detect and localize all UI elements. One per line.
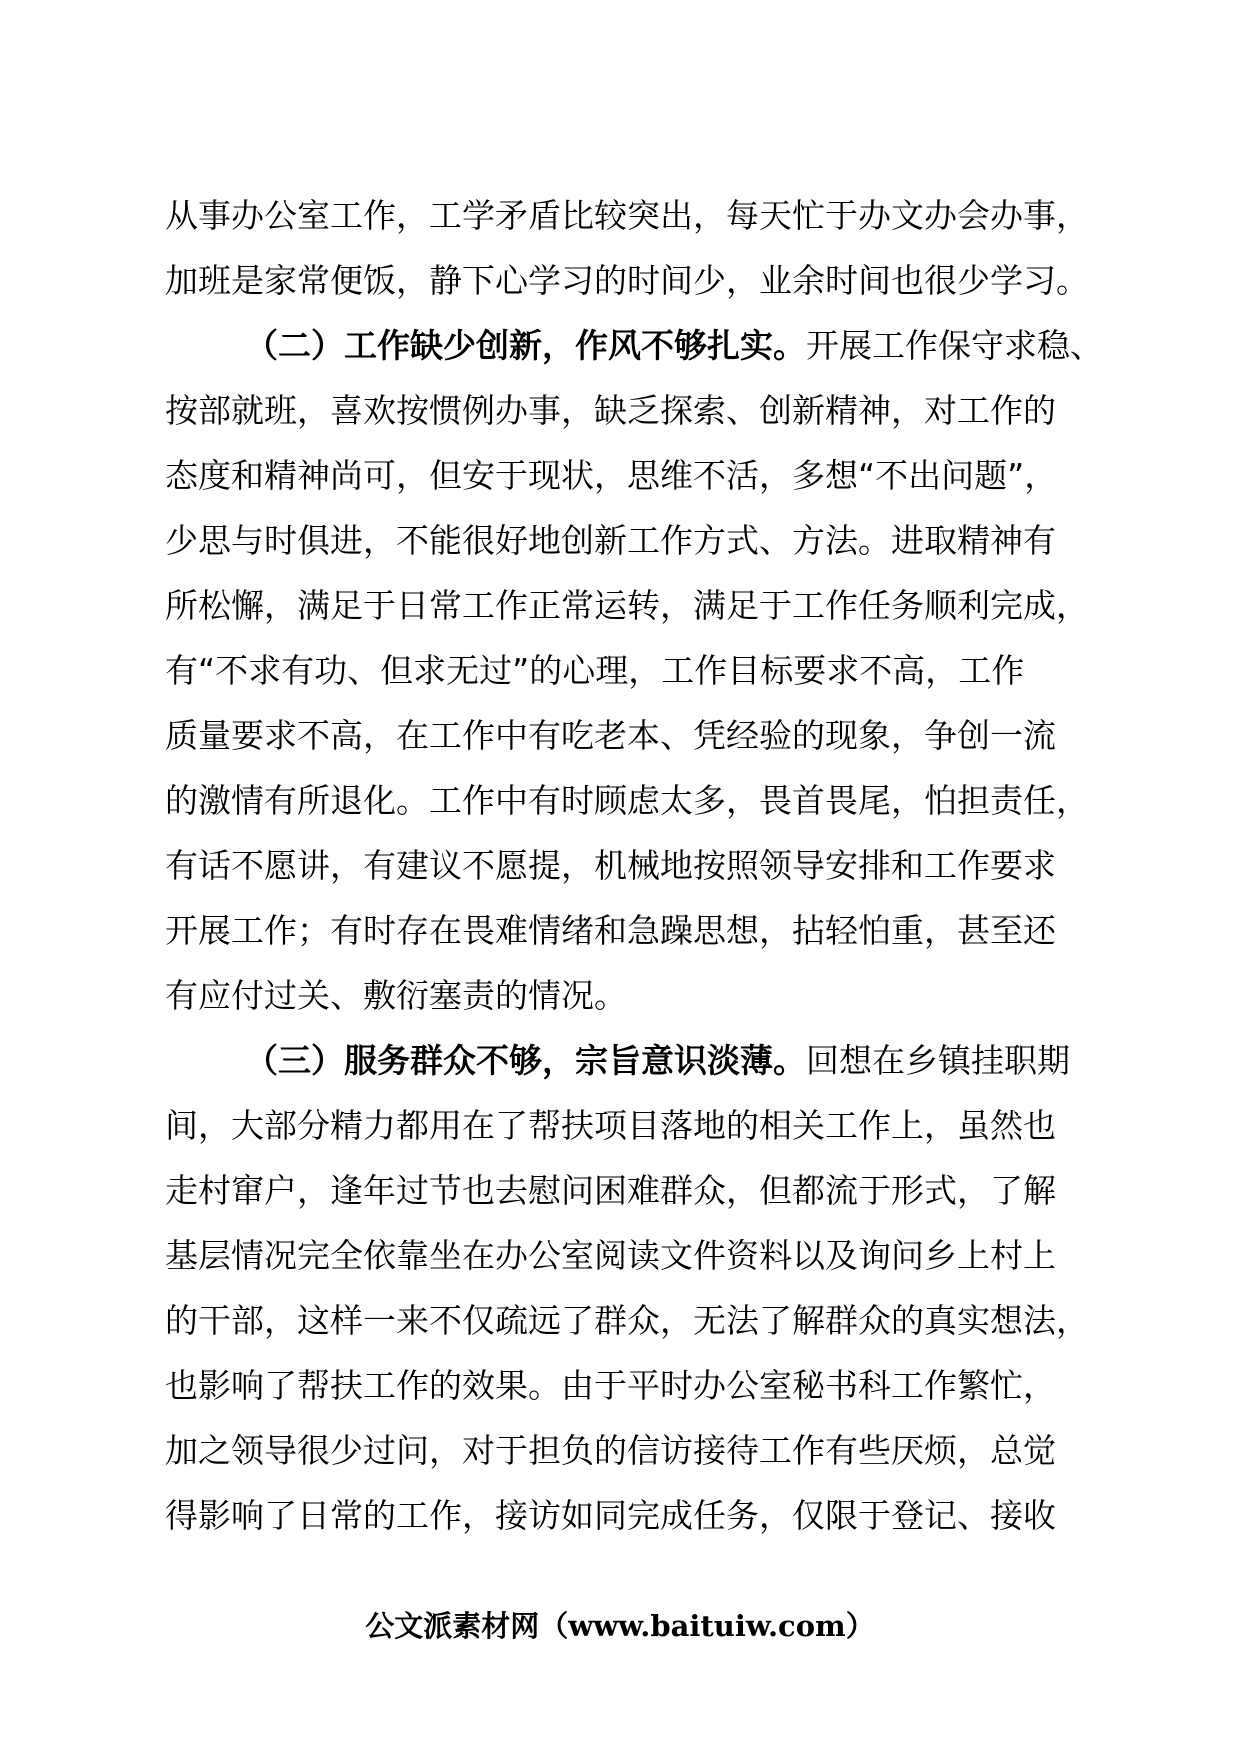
text-line: 质量要求不高，在工作中有吃老本、凭经验的现象，争创一流 — [165, 716, 1056, 755]
text-line: 按部就班，喜欢按惯例办事，缺乏探索、创新精神，对工作的 — [165, 391, 1056, 430]
text-line: 的干部，这样一来不仅疏远了群众，无法了解群众的真实想法， — [165, 1301, 1089, 1340]
text-line — [165, 313, 1103, 378]
text-line: 态度和精神尚可，但安于现状，思维不活，多想“不出问题”， — [165, 456, 1058, 495]
page-footer: 公文派素材网（www.baituiw.com） — [365, 1609, 875, 1643]
text-span: 回想在乡镇挂职期 — [806, 1041, 1070, 1080]
text-line: 所松懈，满足于日常工作正常运转，满足于工作任务顺利完成， — [165, 586, 1089, 625]
text-span: 开展工作保守求稳、 — [806, 326, 1103, 365]
text-line: 有话不愿讲，有建议不愿提，机械地按照领导安排和工作要求 — [165, 846, 1056, 885]
text-line: 间，大部分精力都用在了帮扶项目落地的相关工作上，虽然也 — [165, 1106, 1056, 1145]
text-line: 开展工作；有时存在畏难情绪和急躁思想，拈轻怕重，甚至还 — [165, 911, 1056, 950]
section-heading: （三）服务群众不够，宗旨意识淡薄。 — [245, 1041, 806, 1080]
text-line: 加班是家常便饭，静下心学习的时间少，业余时间也很少学习。 — [165, 261, 1089, 300]
text-line: 有“不求有功、但求无过”的心理，工作目标要求不高，工作 — [165, 651, 1025, 690]
text-line — [165, 1028, 1095, 1093]
text-line: 有应付过关、敷衍塞责的情况。 — [165, 976, 627, 1015]
text-line: 少思与时俱进，不能很好地创新工作方式、方法。进取精神有 — [165, 521, 1056, 560]
text-line: 从事办公室工作，工学矛盾比较突出，每天忙于办文办会办事， — [165, 196, 1089, 235]
text-line: 也影响了帮扶工作的效果。由于平时办公室秘书科工作繁忙， — [165, 1366, 1056, 1405]
text-line: 基层情况完全依靠坐在办公室阅读文件资料以及询问乡上村上 — [165, 1236, 1056, 1275]
document-body — [165, 183, 1103, 1548]
section-heading: （二）工作缺少创新，作风不够扎实。 — [245, 326, 806, 365]
text-line: 走村窜户，逢年过节也去慰问困难群众，但都流于形式，了解 — [165, 1171, 1056, 1210]
text-line: 加之领导很少过问，对于担负的信访接待工作有些厌烦，总觉 — [165, 1431, 1056, 1470]
text-line: 得影响了日常的工作，接访如同完成任务，仅限于登记、接收 — [165, 1496, 1056, 1535]
text-line: 的激情有所退化。工作中有时顾虑太多，畏首畏尾，怕担责任， — [165, 781, 1089, 820]
